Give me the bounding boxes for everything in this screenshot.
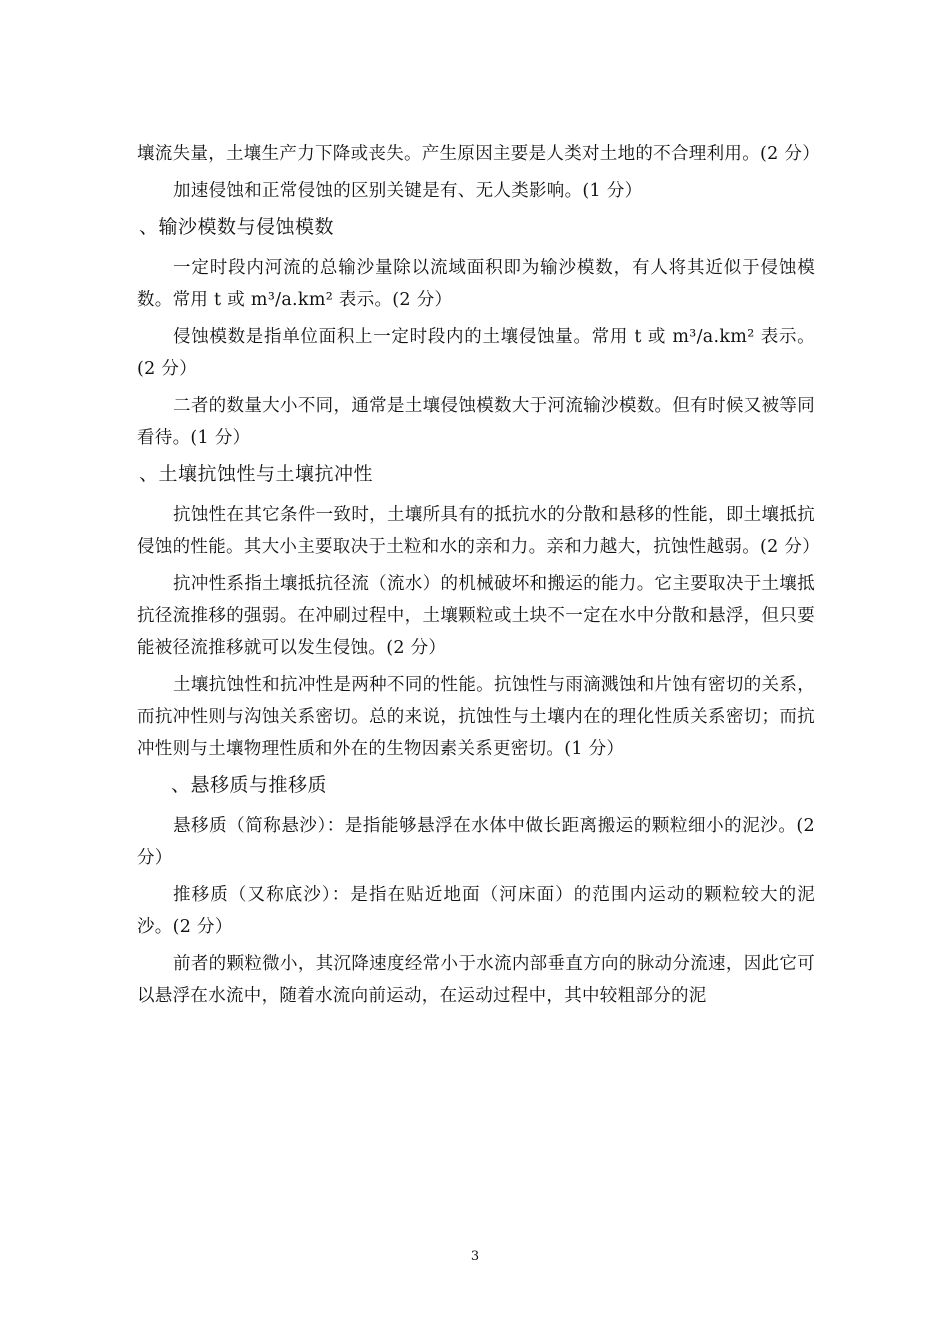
- section-heading: 、输沙模数与侵蚀模数: [139, 216, 335, 238]
- section-heading: 、土壤抗蚀性与土壤抗冲性: [139, 463, 374, 485]
- paragraph: 二者的数量大小不同，通常是土壤侵蚀模数大于河流输沙模数。但有时候又被等同看待。(1 分）: [137, 396, 815, 448]
- paragraph: 加速侵蚀和正常侵蚀的区别关键是有、无人类影响。(1 分）: [173, 181, 643, 201]
- paragraph: 抗蚀性在其它条件一致时，土壤所具有的抵抗水的分散和悬移的性能，即土壤抵抗侵蚀的性能。其大小主要取决于土粒和水的亲和力。亲和力越大，抗蚀性越弱。(2 分）: [137, 505, 821, 557]
- paragraph: 一定时段内河流的总输沙量除以流域面积即为输沙模数，有人将其近似于侵蚀模数。常用 t 或 m³/a.km² 表示。(2 分）: [137, 258, 815, 310]
- paragraph: 壤流失量，土壤生产力下降或丧失。产生原因主要是人类对土地的不合理利用。(2 分）: [137, 144, 821, 164]
- page-number: 3: [470, 1249, 480, 1264]
- paragraph: 侵蚀模数是指单位面积上一定时段内的土壤侵蚀量。常用 t 或 m³/a.km² 表示。(2 分）: [137, 327, 815, 379]
- section-heading: 、悬移质与推移质: [171, 774, 328, 796]
- paragraph: 推移质（又称底沙）：是指在贴近地面（河床面）的范围内运动的颗粒较大的泥沙。(2 分）: [137, 885, 815, 937]
- paragraph: 前者的颗粒微小，其沉降速度经常小于水流内部垂直方向的脉动分流速，因此它可以悬浮在水流中，随着水流向前运动，在运动过程中，其中较粗部分的泥: [137, 954, 815, 1006]
- paragraph: 土壤抗蚀性和抗冲性是两种不同的性能。抗蚀性与雨滴溅蚀和片蚀有密切的关系，而抗冲性则与沟蚀关系密切。总的来说，抗蚀性与土壤内在的理化性质关系密切；而抗冲性则与土壤物理性质和外在的生物因素关系更密切。(1 分）: [137, 675, 815, 759]
- paragraph: 抗冲性系指土壤抵抗径流（流水）的机械破坏和搬运的能力。它主要取决于土壤抵抗径流推移的强弱。在冲刷过程中，土壤颗粒或土块不一定在水中分散和悬浮，但只要能被径流推移就可以发生侵蚀。(2 分）: [137, 574, 815, 658]
- paragraph: 悬移质（简称悬沙）：是指能够悬浮在水体中做长距离搬运的颗粒细小的泥沙。(2 分）: [137, 816, 815, 868]
- document-body: [137, 138, 821, 1017]
